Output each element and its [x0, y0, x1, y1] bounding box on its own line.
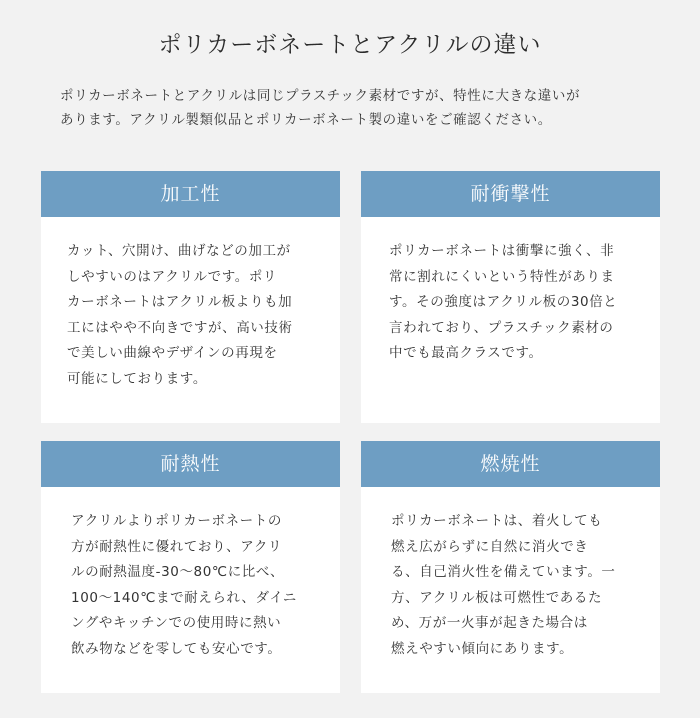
card-line: 常に割れにくいという特性がありま	[389, 268, 615, 285]
card-line: ポリカーボネートは、着火しても	[391, 513, 603, 529]
card-processability	[41, 171, 340, 423]
intro-line: あります。アクリル製類似品とポリカーボネート製の違いをご確認ください。	[60, 112, 552, 128]
card-line: カーボネートはアクリル板よりも加	[67, 294, 293, 311]
card-body	[361, 217, 660, 367]
card-line: 100～140℃まで耐えられ、ダイニ	[71, 589, 297, 606]
card-line: 中でも最高クラスです。	[389, 345, 543, 362]
card-heat-resistance	[41, 441, 340, 693]
card-line: カット、穴開け、曲げなどの加工が	[67, 243, 291, 259]
page-title: ポリカーボネートとアクリルの違い	[158, 32, 542, 58]
intro-text	[60, 84, 650, 132]
card-line: 可能にしております。	[67, 370, 207, 387]
card-line: で美しい曲線やデザインの再現を	[67, 345, 278, 362]
card-heading: 耐熱性	[41, 441, 340, 487]
card-line: ポリカーボネートは衝撃に強く、非	[389, 243, 615, 259]
card-line: 方、アクリル板は可燃性であるた	[391, 589, 603, 606]
card-heading: 燃焼性	[361, 441, 660, 487]
card-line: 燃え広がらずに自然に消火でき	[391, 538, 589, 555]
card-line: 燃えやすい傾向にあります。	[391, 640, 574, 657]
card-line: る、自己消火性を備えています。一	[391, 564, 616, 581]
card-line: しやすいのはアクリルです。ポリ	[67, 268, 278, 285]
card-impact-resistance	[361, 171, 660, 423]
card-flammability	[361, 441, 660, 693]
card-body	[41, 217, 340, 393]
card-line: す。その強度はアクリル板の30倍と	[389, 294, 618, 311]
card-line: アクリルよりポリカーボネートの	[71, 513, 282, 529]
card-line: ルの耐熱温度-30～80℃に比べ、	[71, 564, 285, 581]
card-heading: 加工性	[41, 171, 340, 217]
card-body	[41, 487, 340, 663]
card-line: 工にはやや不向きですが、高い技術	[67, 319, 293, 336]
card-heading: 耐衝撃性	[361, 171, 660, 217]
card-line: め、万が一火事が起きた場合は	[391, 615, 588, 632]
intro-line: ポリカーボネートとアクリルは同じプラスチック素材ですが、特性に大きな違いが	[60, 88, 581, 104]
card-line: 言われており、プラスチック素材の	[389, 319, 614, 336]
card-line: 方が耐熱性に優れており、アクリ	[71, 538, 283, 555]
card-line: 飲み物などを零しても安心です。	[71, 640, 282, 657]
card-line: ングやキッチンでの使用時に熱い	[71, 615, 282, 632]
card-body	[361, 487, 660, 663]
